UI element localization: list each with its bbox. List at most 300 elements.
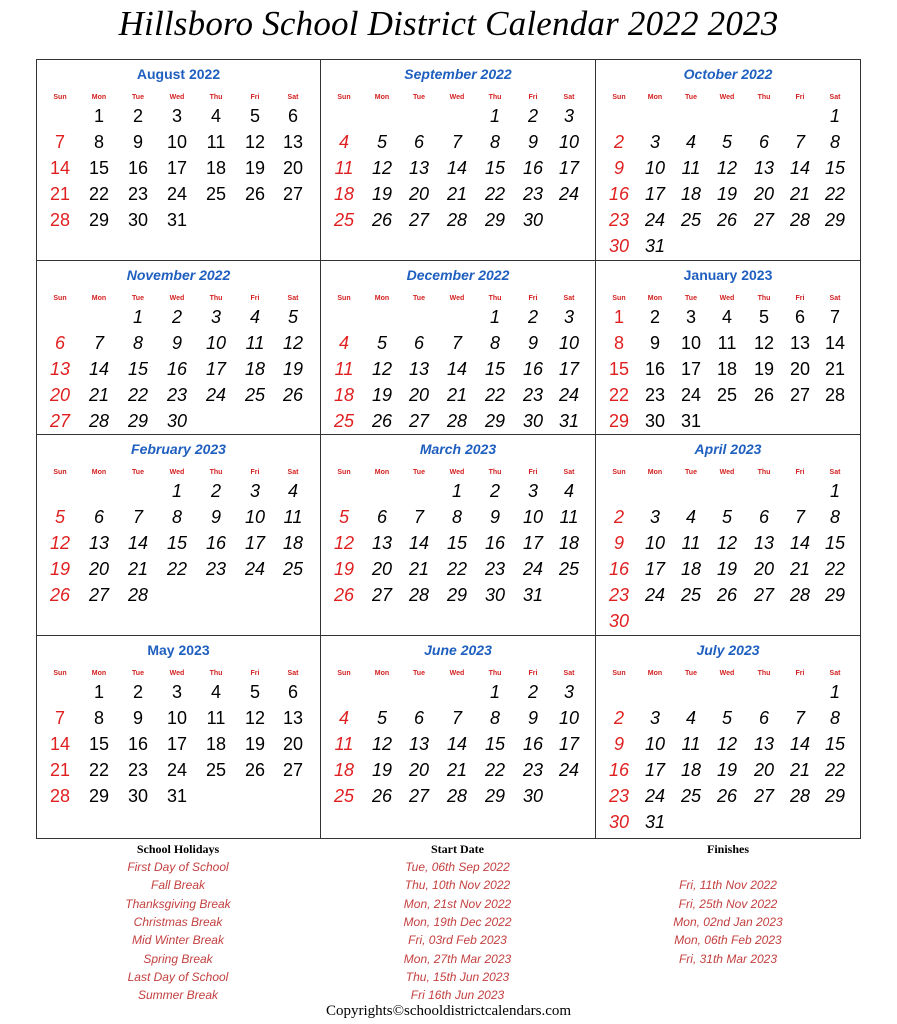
calendar-day: 8 [829, 708, 840, 728]
calendar-day: 17 [166, 158, 188, 178]
weekday-label: Thu [488, 295, 502, 302]
calendar-day: 1 [489, 307, 500, 327]
month-june-2023 [321, 636, 596, 839]
calendar-day: 3 [649, 507, 660, 527]
month-title: March 2023 [419, 441, 497, 457]
calendar-day: 10 [644, 734, 666, 754]
calendar-day: 5 [249, 682, 260, 702]
weekday-label: Wed [169, 670, 185, 677]
calendar-day: 12 [371, 359, 393, 379]
weekday-label: Tue [132, 94, 144, 101]
holiday-end: Fri, 25th Nov 2022 [678, 896, 778, 911]
calendar-day: 10 [644, 158, 666, 178]
calendar-day: 25 [205, 760, 227, 780]
weekday-label: Sun [612, 295, 626, 302]
calendar-day: 6 [93, 507, 104, 527]
calendar-day: 29 [824, 585, 846, 605]
calendar-day: 11 [334, 359, 354, 379]
weekday-label: Thu [488, 670, 502, 677]
calendar-day: 27 [371, 585, 393, 605]
calendar-day: 22 [88, 760, 110, 780]
holiday-start: Thu, 15th Jun 2023 [405, 969, 510, 984]
calendar-day: 6 [287, 106, 298, 126]
calendar-day: 27 [753, 210, 775, 230]
weekday-label: Tue [132, 295, 144, 302]
calendar-day: 8 [132, 333, 143, 353]
calendar-day: 18 [333, 184, 355, 204]
weekday-label: Mon [374, 94, 390, 101]
calendar-day: 27 [789, 385, 811, 405]
weekday-label: Mon [91, 94, 107, 101]
calendar-day: 6 [758, 507, 769, 527]
calendar-day: 6 [758, 132, 769, 152]
calendar-day: 25 [333, 411, 355, 431]
calendar-day: 29 [446, 585, 468, 605]
calendar-day: 22 [166, 559, 188, 579]
calendar-day: 28 [446, 210, 468, 230]
calendar-day: 17 [244, 533, 266, 553]
calendar-day: 26 [371, 210, 393, 230]
calendar-day: 31 [680, 411, 702, 431]
calendar-day: 15 [166, 533, 188, 553]
calendar-day: 26 [282, 385, 304, 405]
calendar-day: 20 [49, 385, 71, 405]
calendar-day: 6 [287, 682, 298, 702]
calendar-day: 11 [206, 708, 226, 728]
calendar-day: 20 [282, 158, 304, 178]
month-january-2023 [596, 261, 860, 435]
calendar-day: 11 [559, 507, 579, 527]
calendar-day: 8 [489, 333, 500, 353]
calendar-day: 22 [484, 760, 506, 780]
calendar-day: 30 [608, 812, 630, 832]
weekday-label: Wed [169, 469, 185, 476]
calendar-day: 8 [93, 708, 104, 728]
weekday-label: Fri [528, 94, 538, 101]
calendar-day: 22 [824, 760, 846, 780]
calendar-day: 21 [824, 359, 846, 379]
calendar-day: 1 [829, 682, 840, 702]
calendar-day: 6 [413, 333, 424, 353]
weekday-label: Tue [413, 670, 425, 677]
calendar-day: 27 [408, 210, 430, 230]
calendar-day: 18 [205, 734, 227, 754]
holiday-start: Fri, 03rd Feb 2023 [408, 933, 507, 948]
calendar-day: 18 [716, 359, 738, 379]
weekday-label: Tue [685, 469, 697, 476]
calendar-day: 20 [371, 559, 393, 579]
month-title: April 2023 [694, 441, 762, 457]
calendar-day: 21 [789, 184, 811, 204]
calendar-day: 19 [49, 559, 71, 579]
calendar-day: 12 [282, 333, 304, 353]
calendar-day: 11 [245, 333, 265, 353]
month-april-2023 [596, 435, 860, 636]
calendar-day: 10 [205, 333, 227, 353]
calendar-day: 27 [282, 184, 304, 204]
calendar-day: 11 [717, 333, 737, 353]
calendar-day: 23 [127, 760, 149, 780]
calendar-day: 20 [789, 359, 811, 379]
month-august-2022 [37, 60, 321, 261]
calendar-day: 11 [681, 158, 701, 178]
calendar-day: 24 [644, 210, 666, 230]
weekday-label: Mon [647, 469, 663, 476]
calendar-day: 2 [171, 307, 182, 327]
calendar-day: 19 [716, 760, 738, 780]
calendar-day: 31 [166, 210, 188, 230]
calendar-day: 21 [49, 760, 71, 780]
calendar-day: 11 [334, 734, 354, 754]
calendar-day: 7 [794, 507, 805, 527]
calendar-day: 3 [171, 682, 182, 702]
weekday-label: Fri [250, 94, 260, 101]
weekday-label: Mon [647, 94, 663, 101]
calendar-day: 7 [93, 333, 104, 353]
weekday-label: Tue [413, 94, 425, 101]
calendar-day: 6 [413, 708, 424, 728]
calendar-day: 19 [371, 760, 393, 780]
calendar-day: 26 [371, 411, 393, 431]
weekday-label: Mon [91, 670, 107, 677]
column-header-end: Finishes [706, 842, 749, 856]
calendar-day: 17 [644, 559, 666, 579]
calendar-day: 7 [451, 132, 462, 152]
calendar-day: 9 [649, 333, 660, 353]
calendar-day: 14 [408, 533, 430, 553]
calendar-day: 19 [716, 559, 738, 579]
calendar-day: 7 [413, 507, 424, 527]
calendar-day: 19 [371, 385, 393, 405]
holiday-end: Fri, 31th Mar 2023 [678, 951, 778, 966]
calendar-day: 13 [282, 708, 304, 728]
calendar-day: 9 [613, 533, 624, 553]
calendar-day: 29 [484, 786, 506, 806]
weekday-label: Sun [612, 469, 626, 476]
calendar-day: 16 [608, 760, 630, 780]
weekday-label: Thu [757, 469, 771, 476]
weekday-label: Sat [287, 469, 299, 476]
calendar-day: 31 [522, 585, 544, 605]
calendar-day: 8 [451, 507, 462, 527]
weekday-label: Fri [528, 295, 538, 302]
holiday-name: Thanksgiving Break [125, 896, 231, 911]
calendar-day: 3 [649, 708, 660, 728]
calendar-day: 26 [333, 585, 355, 605]
calendar-day: 5 [376, 708, 387, 728]
calendar-day: 30 [522, 411, 544, 431]
calendar-day: 1 [489, 106, 500, 126]
weekday-label: Sun [53, 469, 67, 476]
calendar-day: 7 [132, 507, 143, 527]
calendar-day: 4 [685, 507, 696, 527]
weekday-label: Sat [563, 469, 575, 476]
weekday-label: Mon [374, 469, 390, 476]
calendar-day: 19 [716, 184, 738, 204]
calendar-day: 13 [408, 158, 430, 178]
calendar-day: 2 [527, 307, 538, 327]
calendar-day: 13 [789, 333, 811, 353]
weekday-label: Fri [250, 295, 260, 302]
calendar-day: 10 [558, 708, 580, 728]
calendar-day: 13 [408, 359, 430, 379]
calendar-day: 14 [446, 158, 468, 178]
weekday-label: Tue [132, 469, 144, 476]
calendar-day: 14 [127, 533, 149, 553]
month-title: July 2023 [696, 642, 760, 658]
calendar-day: 6 [376, 507, 387, 527]
calendar-day: 23 [608, 786, 630, 806]
calendar-day: 27 [282, 760, 304, 780]
weekday-label: Mon [374, 670, 390, 677]
calendar-day: 16 [127, 158, 149, 178]
calendar-day: 8 [171, 507, 182, 527]
calendar-day: 1 [451, 481, 462, 501]
calendar-day: 23 [127, 184, 149, 204]
calendar-day: 4 [685, 708, 696, 728]
calendar-day: 10 [558, 132, 580, 152]
calendar-day: 17 [205, 359, 227, 379]
calendar-day: 13 [753, 734, 775, 754]
weekday-label: Sat [287, 295, 299, 302]
calendar-day: 19 [371, 184, 393, 204]
holiday-name: Last Day of School [127, 969, 229, 984]
weekday-label: Mon [91, 469, 107, 476]
calendar-day: 16 [127, 734, 149, 754]
calendar-day: 31 [166, 786, 188, 806]
calendar-day: 21 [789, 760, 811, 780]
holiday-name: Christmas Break [133, 914, 223, 929]
calendar-day: 14 [49, 734, 71, 754]
calendar-day: 31 [558, 411, 580, 431]
weekday-label: Sat [287, 670, 299, 677]
calendar-day: 28 [88, 411, 110, 431]
calendar-day: 20 [753, 184, 775, 204]
holiday-start: Thu, 10th Nov 2022 [404, 878, 511, 893]
calendar-day: 29 [88, 786, 110, 806]
month-title: June 2023 [424, 642, 492, 658]
weekday-label: Wed [449, 94, 465, 101]
calendar-day: 4 [210, 106, 221, 126]
calendar-day: 13 [753, 533, 775, 553]
calendar-day: 10 [166, 708, 188, 728]
calendar-day: 15 [484, 359, 506, 379]
weekday-label: Thu [757, 94, 771, 101]
weekday-label: Sun [337, 295, 351, 302]
calendar-day: 7 [451, 333, 462, 353]
calendar-day: 10 [522, 507, 544, 527]
calendar-day: 5 [287, 307, 298, 327]
calendar-day: 25 [680, 786, 702, 806]
holiday-end: Fri, 11th Nov 2022 [679, 878, 777, 893]
calendar-day: 22 [824, 184, 846, 204]
month-title: November 2022 [126, 267, 231, 283]
calendar-day: 8 [489, 132, 500, 152]
calendar-day: 28 [127, 585, 149, 605]
calendar-day: 19 [244, 158, 266, 178]
month-october-2022 [596, 60, 860, 261]
weekday-label: Thu [488, 94, 502, 101]
calendar-day: 30 [522, 786, 544, 806]
month-september-2022 [321, 60, 596, 261]
holiday-name: First Day of School [127, 860, 229, 874]
calendar-day: 15 [824, 734, 846, 754]
weekday-label: Tue [413, 469, 425, 476]
calendar-day: 30 [644, 411, 666, 431]
calendar-day: 27 [49, 411, 71, 431]
calendar-day: 28 [49, 210, 71, 230]
holiday-start: Mon, 21st Nov 2022 [403, 896, 512, 911]
calendar-day: 16 [522, 734, 544, 754]
calendar-day: 12 [244, 708, 266, 728]
calendar-day: 3 [563, 307, 574, 327]
calendar-day: 3 [249, 481, 260, 501]
calendar-day: 23 [522, 760, 544, 780]
calendar-day: 24 [166, 184, 188, 204]
calendar-day: 4 [287, 481, 298, 501]
calendar-day: 25 [680, 585, 702, 605]
calendar-day: 9 [171, 333, 182, 353]
weekday-label: Tue [132, 670, 144, 677]
calendar-day: 29 [608, 411, 630, 431]
weekday-label: Sun [53, 94, 67, 101]
month-title: October 2022 [683, 66, 773, 82]
calendar-day: 28 [789, 210, 811, 230]
calendar-day: 21 [789, 559, 811, 579]
calendar-day: 22 [88, 184, 110, 204]
weekday-label: Sat [563, 295, 575, 302]
calendar-day: 20 [88, 559, 110, 579]
calendar-day: 2 [613, 708, 624, 728]
calendar-day: 24 [166, 760, 188, 780]
calendar-day: 12 [49, 533, 71, 553]
calendar-day: 9 [210, 507, 221, 527]
calendar-day: 30 [166, 411, 188, 431]
holiday-start: Tue, 06th Sep 2022 [405, 860, 510, 874]
calendar-day: 11 [334, 158, 354, 178]
weekday-label: Sat [287, 94, 299, 101]
calendar-day: 19 [753, 359, 775, 379]
calendar-day: 28 [824, 385, 846, 405]
calendar-day: 5 [338, 507, 349, 527]
calendar-day: 31 [644, 812, 666, 832]
calendar-day: 16 [608, 559, 630, 579]
calendar-day: 7 [794, 708, 805, 728]
calendar-day: 12 [753, 333, 775, 353]
calendar-day: 23 [166, 385, 188, 405]
holiday-name: Summer Break [137, 988, 219, 1003]
calendar-day: 20 [408, 385, 430, 405]
calendar-day: 18 [333, 385, 355, 405]
weekday-label: Sun [53, 295, 67, 302]
calendar-day: 22 [484, 385, 506, 405]
calendar-day: 9 [527, 708, 538, 728]
calendar-day: 29 [824, 786, 846, 806]
weekday-label: Mon [647, 295, 663, 302]
calendar-day: 26 [753, 385, 775, 405]
calendar-day: 24 [644, 786, 666, 806]
holiday-start: Mon, 27th Mar 2023 [403, 951, 512, 966]
calendar-grid [36, 59, 861, 839]
calendar-day: 16 [205, 533, 227, 553]
calendar-day: 12 [716, 734, 738, 754]
calendar-day: 5 [758, 307, 769, 327]
calendar-day: 10 [680, 333, 702, 353]
weekday-label: Fri [528, 670, 538, 677]
calendar-day: 22 [446, 559, 468, 579]
weekday-label: Sat [563, 94, 575, 101]
weekday-label: Sun [53, 670, 67, 677]
calendar-day: 27 [753, 585, 775, 605]
calendar-day: 12 [716, 158, 738, 178]
calendar-day: 2 [649, 307, 660, 327]
calendar-day: 25 [716, 385, 738, 405]
calendar-day: 28 [408, 585, 430, 605]
calendar-day: 10 [166, 132, 188, 152]
month-title: January 2023 [683, 267, 773, 283]
calendar-day: 4 [721, 307, 732, 327]
calendar-day: 21 [446, 184, 468, 204]
calendar-day: 26 [716, 786, 738, 806]
calendar-day: 27 [753, 786, 775, 806]
calendar-day: 1 [132, 307, 143, 327]
calendar-day: 28 [789, 585, 811, 605]
calendar-day: 2 [527, 106, 538, 126]
calendar-day: 1 [93, 682, 104, 702]
calendar-day: 12 [716, 533, 738, 553]
weekday-label: Wed [169, 295, 185, 302]
calendar-day: 24 [558, 760, 580, 780]
calendar-day: 15 [484, 734, 506, 754]
holiday-table [36, 840, 861, 1010]
calendar-day: 22 [824, 559, 846, 579]
calendar-day: 26 [716, 210, 738, 230]
calendar-day: 2 [132, 106, 143, 126]
calendar-day: 17 [644, 184, 666, 204]
calendar-day: 16 [644, 359, 666, 379]
calendar-day: 24 [522, 559, 544, 579]
weekday-label: Sun [337, 469, 351, 476]
month-december-2022 [321, 261, 596, 435]
calendar-day: 5 [721, 132, 732, 152]
weekday-label: Thu [209, 469, 223, 476]
weekday-label: Wed [719, 670, 735, 677]
calendar-day: 18 [680, 184, 702, 204]
calendar-day: 14 [824, 333, 846, 353]
weekday-label: Sun [337, 670, 351, 677]
calendar-day: 1 [829, 106, 840, 126]
calendar-day: 5 [54, 507, 65, 527]
weekday-label: Fri [795, 94, 805, 101]
calendar-day: 21 [446, 760, 468, 780]
calendar-day: 8 [489, 708, 500, 728]
calendar-day: 24 [558, 385, 580, 405]
calendar-day: 15 [127, 359, 149, 379]
calendar-day: 11 [681, 734, 701, 754]
calendar-day: 1 [613, 307, 624, 327]
calendar-day: 13 [88, 533, 110, 553]
weekday-label: Fri [250, 670, 260, 677]
calendar-day: 5 [249, 106, 260, 126]
calendar-day: 17 [558, 158, 580, 178]
calendar-day: 30 [127, 786, 149, 806]
calendar-day: 28 [446, 411, 468, 431]
calendar-day: 23 [522, 184, 544, 204]
weekday-label: Tue [413, 295, 425, 302]
calendar-day: 17 [558, 734, 580, 754]
calendar-day: 26 [716, 585, 738, 605]
calendar-day: 4 [338, 132, 349, 152]
